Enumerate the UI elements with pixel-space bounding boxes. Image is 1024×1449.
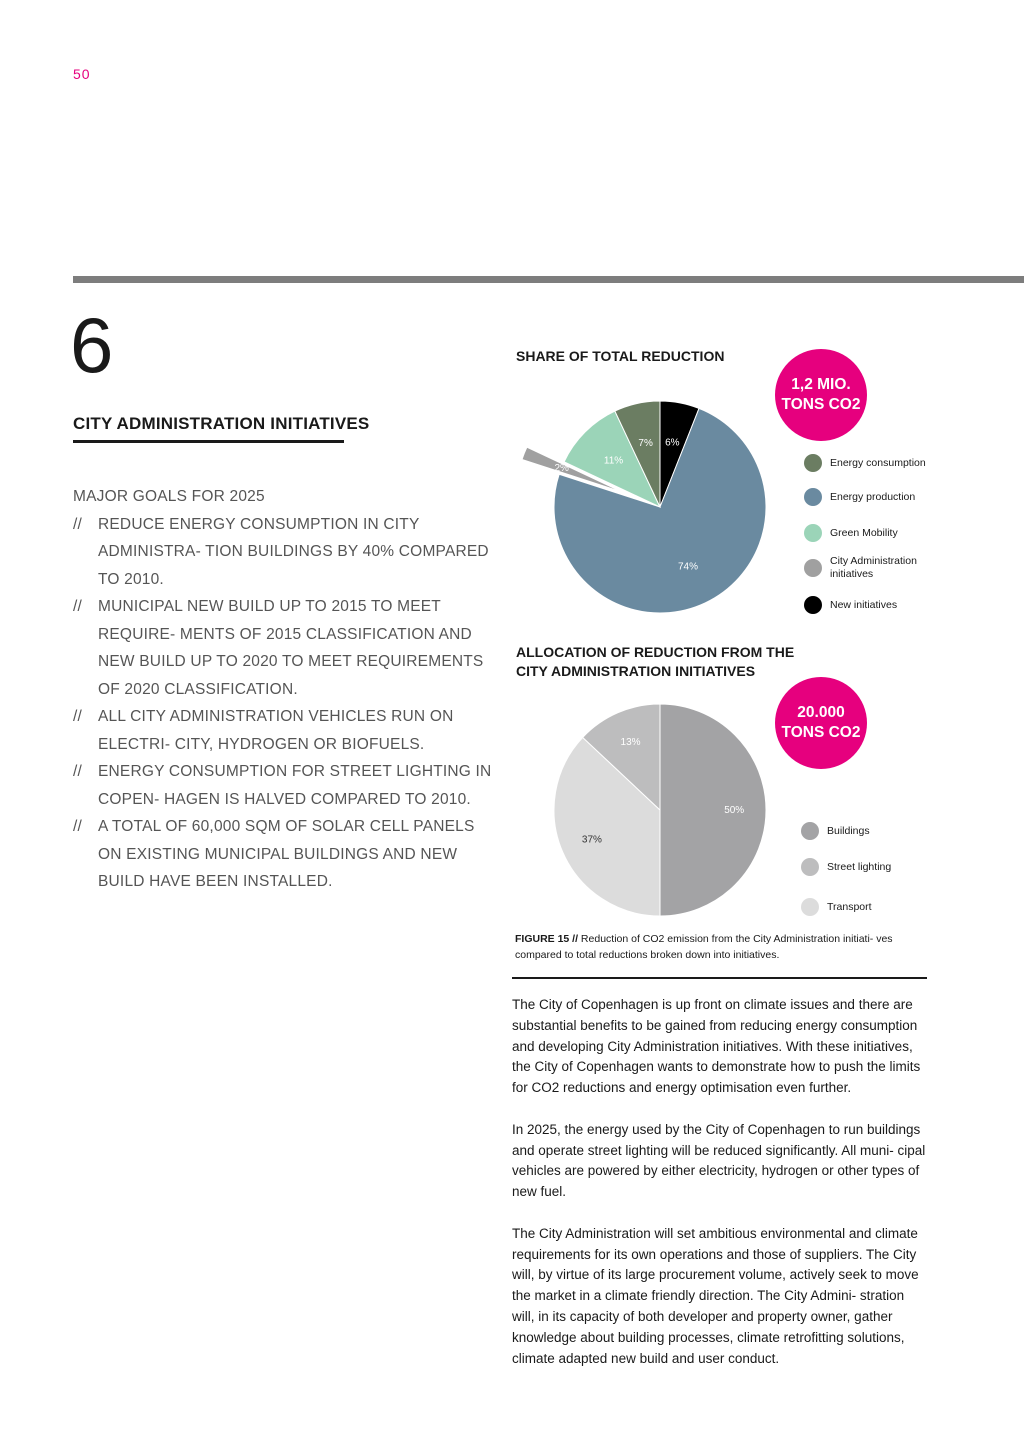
legend-swatch (801, 898, 819, 916)
goal-marker: // (73, 708, 83, 725)
goal-text: REDUCE ENERGY CONSUMPTION IN CITY ADMINISTRA- TION BUILDINGS BY 40% COMPARED TO 2010. (98, 515, 489, 588)
pie-data-label: 50% (724, 805, 745, 816)
goal-marker: // (73, 763, 83, 780)
body-text (512, 995, 930, 1390)
goal-text: MUNICIPAL NEW BUILD UP TO 2015 TO MEET REQUIRE- MENTS OF 2015 CLASSIFICATION AND NEW BUILD UP TO 2020 TO MEET REQUIREMENTS OF 2020 CLASSIFICATION. (98, 598, 484, 698)
goal-item (73, 813, 493, 896)
badge-line: TONS CO2 (781, 396, 861, 413)
legend-item (801, 822, 937, 840)
pie-chart-city-admin-allocation (540, 695, 780, 925)
badge-line: 20.000 (797, 704, 845, 721)
figure-label: FIGURE 15 // (515, 933, 579, 945)
body-paragraph: The City Administration will set ambitious environmental and climate requirements for its own operations and those of suppliers. The City will, by virtue of its large procurement volume, actively seek to move the market in a climate friendly direction. The City Admini- stration will, in its capacity of both developer and property owner, gather knowledge about building processes, climate retrofitting solutions, climate adapted new build and user conduct. (512, 1225, 919, 1366)
pie-data-label: 11% (603, 455, 624, 467)
chapter-number: 6 (70, 301, 114, 389)
page-number: 50 (73, 66, 91, 82)
caption-divider (512, 977, 927, 979)
body-paragraph: In 2025, the energy used by the City of Copenhagen to run buildings and operate street lighting will be reduced significantly. All muni- cipal vehicles are powered by either electricity, hydrogen or other types of new fuel. (512, 1121, 926, 1200)
badge-line: TONS CO2 (781, 724, 861, 741)
goal-text: ENERGY CONSUMPTION FOR STREET LIGHTING IN COPEN- HAGEN IS HALVED COMPARED TO 2010. (98, 763, 492, 808)
chart-title-city-admin-allocation: ALLOCATION OF REDUCTION FROM THE CITY ADMINISTRATION INITIATIVES (516, 644, 795, 679)
legend-swatch (801, 858, 819, 876)
goal-text: A TOTAL OF 60,000 SQM OF SOLAR CELL PANELS ON EXISTING MUNICIPAL BUILDINGS AND NEW BUILD HAVE BEEN INSTALLED. (98, 818, 475, 890)
pie-data-label: 37% (581, 834, 602, 846)
body-paragraph: The City of Copenhagen is up front on climate issues and there are substantial benefits to be gained from reducing energy consumption and developing City Administration initiatives. With these initiatives, the City of Copenhagen wants to demonstrate how to push the limits for CO2 reductions and energy optimisation even further. (512, 997, 921, 1096)
section-title-underline (73, 440, 344, 443)
pie-chart-total-reduction (500, 390, 780, 625)
badge-city-admin (775, 677, 867, 769)
goals-heading: MAJOR GOALS FOR 2025 (73, 488, 265, 505)
legend-item (804, 555, 940, 581)
pie-data-label: 13% (620, 736, 641, 748)
legend-label: Energy production (830, 490, 916, 503)
pie-data-label: 7% (638, 437, 653, 449)
legend-swatch (804, 454, 822, 472)
legend-label: Green Mobility (830, 526, 898, 539)
goal-item (73, 593, 493, 703)
section-title: CITY ADMINISTRATION INITIATIVES (73, 414, 370, 433)
caption-text: Reduction of CO2 emission from the City Administration initiati- ves compared to total reductions broken down into initiatives. (515, 933, 893, 961)
legend-label: Transport (827, 900, 872, 913)
legend-label: Buildings (827, 824, 870, 837)
legend-item (804, 488, 940, 506)
goal-text: ALL CITY ADMINISTRATION VEHICLES RUN ON ELECTRI- CITY, HYDROGEN OR BIOFUELS. (98, 708, 454, 753)
goals-list (73, 483, 493, 896)
legend-label: Energy consumption (830, 456, 926, 469)
legend-item (801, 858, 937, 876)
legend-item (804, 454, 940, 472)
legend-label: Street lighting (827, 860, 892, 873)
legend-item (801, 898, 937, 916)
goal-marker: // (73, 515, 83, 533)
pie-slice-buildings (660, 704, 766, 916)
goal-item (73, 758, 493, 813)
badge-line: 1,2 MIO. (791, 376, 851, 393)
chart-title-total-reduction: SHARE OF TOTAL REDUCTION (516, 348, 725, 364)
badge-total-reduction (775, 349, 867, 441)
legend-item (804, 596, 940, 614)
legend-swatch (804, 524, 822, 542)
legend-swatch (801, 822, 819, 840)
legend-label: New initiatives (830, 598, 898, 611)
figure-caption (515, 932, 915, 963)
pie-data-label: 6% (665, 437, 680, 449)
legend-swatch (804, 488, 822, 506)
legend-swatch (804, 596, 822, 614)
pie-data-label: 2% (554, 463, 569, 475)
goal-marker: // (73, 598, 83, 615)
goal-item (73, 511, 493, 594)
legend-item (804, 524, 940, 542)
goal-item (73, 703, 493, 758)
legend-label: City Administration initiatives (830, 555, 917, 580)
section-divider (73, 276, 1024, 283)
legend-swatch (804, 559, 822, 577)
goal-marker: // (73, 818, 83, 835)
pie-data-label: 74% (677, 561, 698, 573)
